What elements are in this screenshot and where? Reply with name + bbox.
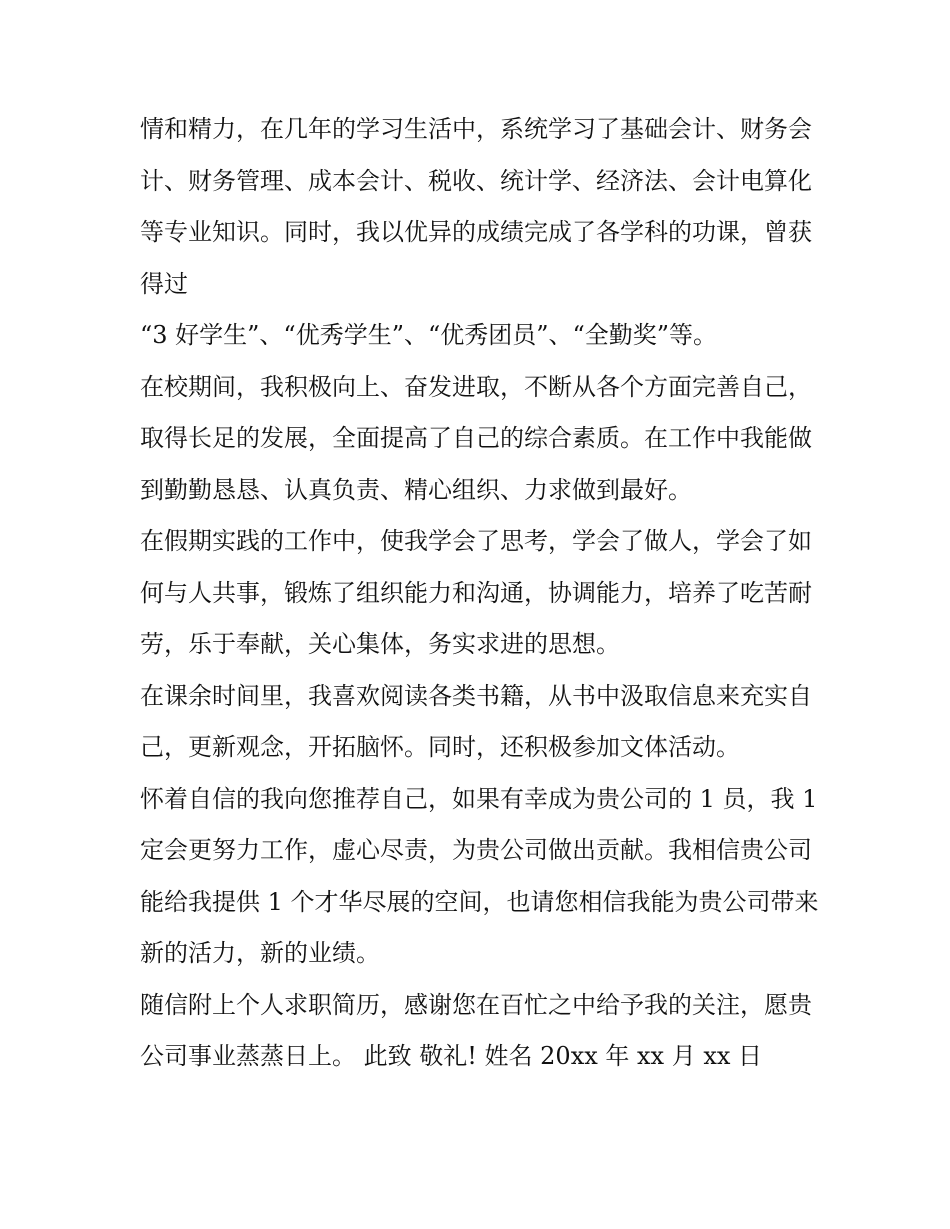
paragraph-awards: “3 好学生”、“优秀学生”、“优秀团员”、“全勤奖”等。 [140,321,718,349]
paragraph-closing: 随信附上个人求职简历，感谢您在百忙之中给予我的关注，愿贵公司事业蒸蒸日上。 此致 敬礼! 姓名 20xx 年 xx 月 xx 日 [140,990,812,1070]
paragraph-studies: 情和精力，在几年的学习生活中，系统学习了基础会计、财务会计、财务管理、成本会计、税收、统计学、经济法、会计电算化等专业知识。同时，我以优异的成绩完成了各学科的功课，曾获得过 [140,115,812,298]
paragraph-school: 在校期间，我积极向上、奋发进取，不断从各个方面完善自己，取得长足的发展，全面提高了自己的综合素质。在工作中我能做到勤勤恳恳、认真负责、精心组织、力求做到最好。 [140,372,812,504]
paragraph-leisure: 在课余时间里，我喜欢阅读各类书籍，从书中汲取信息来充实自己，更新观念，开拓脑怀。同时，还积极参加文体活动。 [140,681,812,761]
letter-body [140,104,826,1083]
paragraph-practice: 在假期实践的工作中，使我学会了思考，学会了做人，学会了如何与人共事，锻炼了组织能力和沟通，协调能力，培养了吃苦耐劳，乐于奉献，关心集体，务实求进的思想。 [140,527,812,658]
paragraph-recommend: 怀着自信的我向您推荐自己，如果有幸成为贵公司的 1 员，我 1 定会更努力工作，虚心尽责，为贵公司做出贡献。我相信贵公司能给我提供 1 个才华尽展的空间，也请您相信我能为贵公司带来新的活力，新的业绩。 [140,784,826,967]
